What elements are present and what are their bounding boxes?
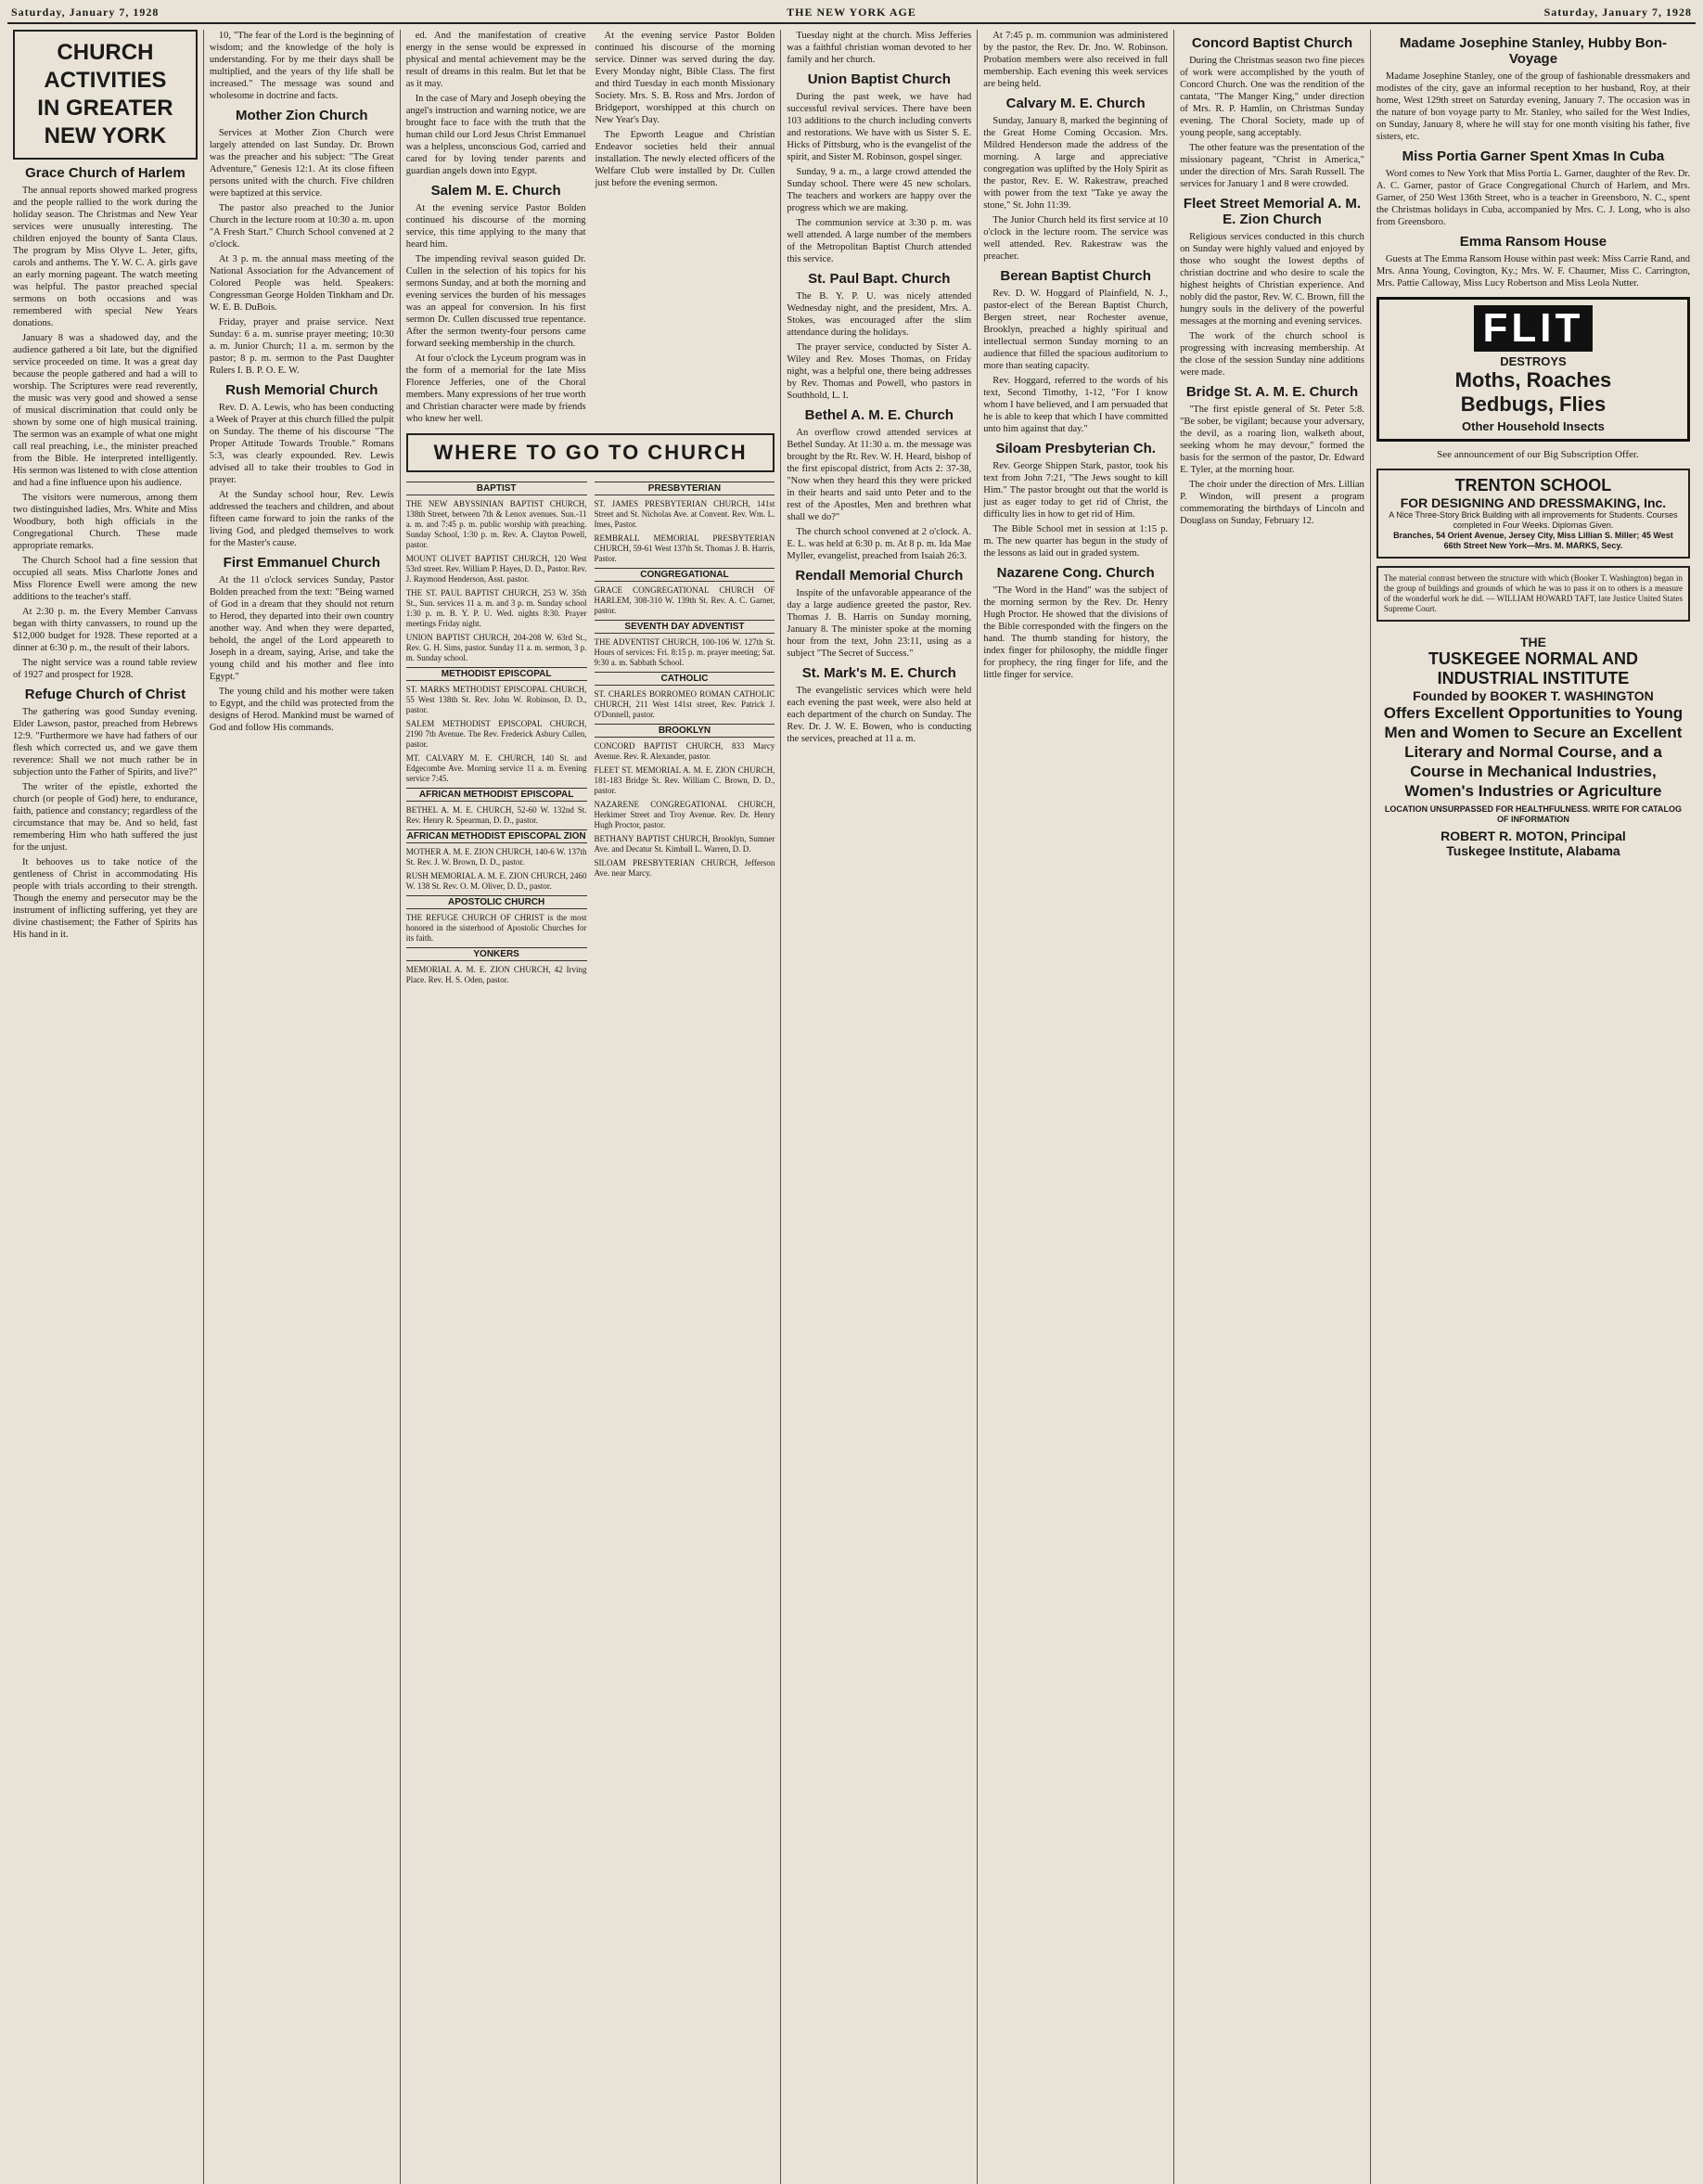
- article-heading: Emma Ransom House: [1459, 234, 1607, 250]
- article-heading: Berean Baptist Church: [1000, 268, 1151, 284]
- article-paragraph: The church school convened at 2 o'clock. A. E. L. was held at 6:30 p. m. At 8 p. m. Ida Mae Myller, evangelist, preached from Isaiah 26:3.: [787, 527, 972, 561]
- article-paragraph: It behooves us to take notice of the gentleness of Christ in accommodating His people with trials according to their strength. Though the enemy and persecutor may be the instrument of inflicting suffering, yet they are divine chastisement; the Father of Spirits has His hand in it.: [13, 857, 198, 940]
- article-heading: Rendall Memorial Church: [795, 568, 964, 584]
- article: [787, 30, 971, 66]
- article: [787, 271, 971, 402]
- column-6-articles: [983, 30, 1168, 681]
- directory-right: [595, 478, 775, 989]
- article: [406, 30, 586, 177]
- article-paragraph: Rev. D. A. Lewis, who has been conducting a Week of Prayer at this church filled the pulpit on Sunday. The theme of his discourse "The Proper Attitude Towards Trouble." Romans 5:3, was clearly expounded. Rev. Lewis advised all to take their troubles to God in prayer.: [209, 403, 394, 485]
- article-heading: Miss Portia Garner Spent Xmas In Cuba: [1402, 148, 1665, 164]
- trenton-branches: Branches, 54 Orient Avenue, Jersey City, Miss Lillian S. Miller; 45 West 66th Street New York—Mrs. M. MARKS, Secy.: [1393, 531, 1673, 550]
- article-paragraph: The choir under the direction of Mrs. Lillian P. Windon, will present a program commemorating the birthdays of Lincoln and Douglass on Sunday, February 12.: [1180, 480, 1364, 526]
- flit-insects: Other Household Insects: [1462, 419, 1605, 433]
- tuskegee-offer: Offers Excellent Opportunities to Young Men and Women to Secure an Excellent Literary and Normal Course, and a Course in Mechanical Industries, Women's Industries or Agriculture: [1383, 704, 1684, 800]
- directory-left: [406, 478, 587, 989]
- flit-bedbugs: Bedbugs, Flies: [1460, 392, 1607, 416]
- article: [983, 30, 1168, 90]
- column-8-articles: [1376, 35, 1690, 289]
- article-paragraph: The Epworth League and Christian Endeavor societies held their annual installation. The newly elected officers of the Welfare Club were installed by Dr. Cullen just before the evening sermon.: [595, 130, 775, 188]
- trenton-body: A Nice Three-Story Brick Building with all improvements for Students. Courses completed in Four Weeks. Diplomas Given.: [1389, 510, 1678, 530]
- column-7: [1174, 30, 1371, 2184]
- article: [406, 183, 586, 425]
- article-paragraph: At 7:45 p. m. communion was administered by the pastor, the Rev. Dr. Jno. W. Robinson. Probation members were also received in full membership. Each evening this week services are being held.: [983, 31, 1169, 89]
- column-5: [781, 30, 978, 2184]
- article-heading: Nazarene Cong. Church: [996, 565, 1155, 581]
- article-paragraph: "The Word in the Hand" was the subject of the morning sermon by the Rev. Dr. Henry Hugh Proctor. He showed that the divisions of the Bible corresponded with the fingers on the hand. The thumb standing for history, the index finger for philosophy, the middle finger for prophecy, the ring finger for life, and the little finger for service.: [983, 585, 1169, 680]
- subscription-note: See announcement of our Big Subscription Offer.: [1437, 449, 1639, 460]
- column-3-4: [401, 30, 782, 2184]
- article: [210, 30, 394, 102]
- article-paragraph: The visitors were numerous, among them two distinguished ladies, Mrs. White and Miss Woodbury, both high officials in the Congregational Church. These made appropriate remarks.: [13, 493, 198, 551]
- article-paragraph: At 2:30 p. m. the Every Member Canvass began with thirty canvassers, to round up the $12,000 budget for 1928. These reported at a dinner at 6:30 p. m., the result of their labors.: [13, 607, 198, 653]
- tuskegee-founded: Founded by BOOKER T. WASHINGTON: [1413, 688, 1654, 703]
- tuskegee-location: LOCATION UNSURPASSED FOR HEALTHFULNESS. WRITE FOR CATALOG OF INFORMATION: [1384, 804, 1683, 824]
- directory-category: SEVENTH DAY ADVENTIST: [595, 620, 775, 634]
- directory-category: APOSTOLIC CHURCH: [406, 895, 587, 909]
- article: [1376, 35, 1690, 143]
- article-heading: Calvary M. E. Church: [1005, 96, 1146, 111]
- article-heading: Bridge St. A. M. E. Church: [1185, 384, 1359, 400]
- article-paragraph: During the past week, we have had successful revival services. There have been 103 additions to the church including converts and restorations. We have with us Sister S. E. Hicks of Pittsburg, who is the evangelist of the spirit, and Sister M. Robinson, gospel singer.: [787, 92, 972, 162]
- header-date-right: Saturday, January 7, 1928: [1543, 6, 1692, 19]
- directory-category: PRESBYTERIAN: [595, 482, 775, 495]
- column-2-articles: [210, 30, 394, 734]
- column-4-articles: [595, 30, 775, 428]
- article-paragraph: Sunday, 9 a. m., a large crowd attended the Sunday school. There were 45 new scholars. The teachers and workers are happy over the progress which we are making.: [787, 167, 972, 213]
- article-heading: Madame Josephine Stanley, Hubby Bon-Voyage: [1399, 35, 1667, 67]
- column-8: [1371, 30, 1696, 2184]
- article: [13, 165, 198, 681]
- directory-category: CATHOLIC: [595, 672, 775, 686]
- flit-moths: Moths, Roaches: [1454, 368, 1612, 392]
- directory-entry: CONCORD BAPTIST CHURCH, 833 Marcy Avenue. Rev. R. Alexander, pastor.: [594, 741, 775, 761]
- article-paragraph: An overflow crowd attended services at Bethel Sunday. At 11:30 a. m. the message was brought by the Rt. Rev. W. H. Heard, bishop of the first episcopal district, from Acts 2: 37-38, "Now when they heard this they were pricked in their hearts and said unto Peter and to the rest of the Apostles, Men and brethren what shall we do?": [787, 428, 972, 522]
- directory-entry: SILOAM PRESBYTERIAN CHURCH, Jefferson Ave. near Marcy.: [594, 858, 775, 878]
- article: [1180, 384, 1364, 527]
- trenton-title: TRENTON SCHOOL: [1454, 476, 1612, 495]
- article: [210, 555, 394, 734]
- article-heading: Concord Baptist Church: [1191, 35, 1353, 51]
- article-paragraph: The other feature was the presentation of the missionary pageant, "Christ in America," under the direction of Mrs. Sarah Russell. The services for January 1 and 8 were crowded.: [1180, 143, 1364, 189]
- article-paragraph: The young child and his mother were taken to Egypt, and the child was protected from the designs of Herod. Mankind must be warned of God and follow His commands.: [209, 687, 394, 733]
- article: [13, 687, 198, 941]
- article-paragraph: The writer of the epistle, exhorted the church (or people of God) here, to endurance, faith, patience and constancy; regardless of the circumstance that may be. And so held, fast remembering Him who hath suffered the just for the unjust.: [13, 782, 198, 853]
- directory-entry: MOUNT OLIVET BAPTIST CHURCH, 120 West 53rd street. Rev. William P. Hayes, D. D., Pastor. Rev. J. Raymond Henderson, Asst. pastor.: [405, 554, 587, 584]
- article-paragraph: At the 11 o'clock services Sunday, Pastor Bolden preached from the text: "Being warned of God in a dream that they should not return to Herod, they departed into their own country another way. And when they were departed, behold, the angel of the Lord appeareth to Joseph in a dream, saying, Arise, and take the young child and his mother and flee into Egypt.": [209, 575, 394, 682]
- article-paragraph: Rev. Hoggard, referred to the words of his text, Second Timothy, 1-12, "For I know whom I have believed, and I am persuaded that he is able to keep that which I have committed unto him against that day.": [983, 376, 1169, 434]
- article-paragraph: Madame Josephine Stanley, one of the group of fashionable dressmakers and modistes of the city, gave an informal reception to her husband, Roy, at their home, West 129th street on Saturday evening, January 7. The occasion was in the nature of bon voyage party to Mr. Stanley, who sailed for the West Indies, on Sunday, January 8, where he will stay for one month visiting his father, five sisters, etc.: [1376, 71, 1690, 142]
- directory-entry: BETHEL A. M. E. CHURCH, 52-60 W. 132nd St. Rev. Henry R. Spearman, D. D., pastor.: [405, 805, 587, 825]
- header-date: Saturday, January 7, 1928: [11, 6, 160, 19]
- directory-entry: UNION BAPTIST CHURCH, 204-208 W. 63rd St., Rev. G. H. Sims, pastor. Sunday 11 a. m. sermon, 3 p. m. Sunday school.: [405, 633, 587, 662]
- article-paragraph: Religious services conducted in this church on Sunday were highly valued and enjoyed by those who sought the lowest depths of christian doctrine and who desire to scale the highest heights of Christian experience. And nobly did the pastor, Rev. W. C. Brown, fill the hungry souls in the delivery of the powerful messages at the morning and evening services.: [1180, 232, 1364, 327]
- article: [983, 268, 1168, 435]
- article: [983, 441, 1168, 559]
- article-paragraph: The B. Y. P. U. was nicely attended Wednesday night, and the president, Mrs. A. Stokes, was encouraged after the slim attendance during the holidays.: [787, 291, 972, 338]
- page-header: [7, 6, 1696, 24]
- article-paragraph: At 3 p. m. the annual mass meeting of the National Association for the Advancement of Colored People was held. Speakers: Congressman George Holden Tinkham and Dr. W. E. B. DuBois.: [209, 254, 394, 313]
- column-1: [7, 30, 204, 2184]
- directory-category: METHODIST EPISCOPAL: [406, 667, 587, 681]
- article-paragraph: The annual reports showed marked progress and the people rallied to the work during the holiday season. The Christmas and New Year services were unusually interesting. The children enjoyed the bounty of Santa Claus. The program by Miss Olyve L. Jeter, gifts, carols and anthems. The Y. W. C. A. girls gave an early morning pageant. The watch meeting was helpful. The pastor preached special sermons on both occasions and was remembered with special New Years donations.: [13, 186, 198, 328]
- article: [210, 382, 394, 549]
- article-paragraph: Rev. D. W. Hoggard of Plainfield, N. J., pastor-elect of the Berean Baptist Church, Bergen street, near Rochester avenue, Brooklyn, preached a highly spiritual and intellectual sermon Sunday morning to an audience that filled the spacious auditorium to more than seating capacity.: [983, 289, 1169, 371]
- article: [983, 565, 1168, 681]
- section-masthead: [13, 30, 198, 160]
- article-paragraph: The work of the church school is progressing with increasing membership. At the close of the session Sunday nine additions were made.: [1180, 331, 1364, 378]
- masthead-line-1: CHURCH ACTIVITIES: [44, 40, 167, 93]
- article-heading: Salem M. E. Church: [430, 183, 561, 199]
- article: [595, 30, 775, 126]
- article: [787, 407, 971, 562]
- article-paragraph: At four o'clock the Lyceum program was in the form of a memorial for the late Miss Florence Jefferies, one of the Choral members. Many expressions of her true worth and Christian character were made by friends who knew her well.: [405, 353, 586, 424]
- taft-quote: The material contrast between the structure with which (Booker T. Washington) began in the group of buildings and grounds of which he was to pass it on to others is a measure of the wonderful work he did. — WILLIAM HOWARD TAFT, late Justice United States Supreme Court.: [1383, 573, 1683, 613]
- article-paragraph: The evangelistic services which were held each evening the past week, were also held at each department of the church on Sunday. The Rev. Dr. J. W. E. Bowen, who is conducting the services, preached at 11 a. m.: [787, 686, 972, 744]
- directory-entry: MOTHER A. M. E. ZION CHURCH, 140-6 W. 137th St. Rev. J. W. Brown, D. D., pastor.: [405, 847, 587, 867]
- trenton-ad: [1376, 469, 1690, 559]
- article: [1376, 148, 1690, 228]
- article-paragraph: The Junior Church held its first service at 10 o'clock in the lecture room. The service was well attended. Rev. Rakestraw was the preacher.: [983, 215, 1169, 262]
- article-paragraph: Sunday, January 8, marked the beginning of the Great Home Coming Occasion. Mrs. Mildred Henderson made the address of the morning. A large and appreciative congregation was uplifted by the Holy Spirit as the pastor, Rev. E. W. Rakestraw, preached with power from the text "Take ye away the stone," St. John 11:39.: [983, 116, 1169, 211]
- article-paragraph: In the case of Mary and Joseph obeying the angel's instruction and warning notice, we are brought face to face with the truth that the human child our Lord Jesus Christ Emmanuel was a helpless, unconscious God, carried and cared for by loving tender parents and guardian angels down into Egypt.: [405, 94, 586, 176]
- tuskegee-title: TUSKEGEE NORMAL AND INDUSTRIAL INSTITUTE: [1428, 649, 1638, 687]
- directory-entry: THE NEW ABYSSINIAN BAPTIST CHURCH, 138th Street, between 7th & Lenox avenues. Sun.-11 a. m. and 7:45 p. m. public worship with preaching. Sunday School, 1:30 p. m. Rev. A. Clayton Powell, pastor.: [405, 499, 587, 549]
- article-paragraph: The Church School had a fine session that occupied all seats. Miss Charlotte Jones and Miss Florence Ewell were among the new additions to the teacher's staff.: [13, 556, 198, 602]
- article: [983, 96, 1168, 263]
- flit-logo: FLIT: [1474, 305, 1594, 352]
- directory-entry: NAZARENE CONGREGATIONAL CHURCH, Herkimer Street and Troy Avenue. Rev. Dr. Henry Hugh Proctor, pastor.: [594, 800, 775, 829]
- article-heading: Grace Church of Harlem: [25, 165, 186, 181]
- church-directory: [406, 478, 775, 989]
- flit-ad: [1376, 297, 1690, 442]
- directory-entry: MT. CALVARY M. E. CHURCH, 140 St. and Edgecombe Ave. Morning service 11 a. m. Evening service 7:45.: [405, 753, 587, 783]
- directory-entry: ST. MARKS METHODIST EPISCOPAL CHURCH, 55 West 138th St. Rev. John W. Robinson, D. D., pastor.: [405, 685, 587, 714]
- masthead-line-2: IN GREATER NEW YORK: [37, 96, 173, 148]
- article-paragraph: The gathering was good Sunday evening. Elder Lawson, pastor, preached from Hebrews 12:9. "Furthermore we have had fathers of our flesh which corrected us, and we gave them reverence: Shall we not much rather be in subjection unto the Father of Spirits, and live?": [13, 707, 198, 777]
- directory-category: AFRICAN METHODIST EPISCOPAL: [406, 788, 587, 802]
- header-paper: THE NEW YORK AGE: [787, 6, 916, 19]
- directory-category: YONKERS: [406, 947, 587, 961]
- article-paragraph: Guests at The Emma Ransom House within past week: Miss Carrie Rand, and Mrs. Anna Young, Covington, Ky.; Mrs. W. F. Chaumer, Miss C. Carrington, Mrs. Pattie Calloway, Miss Lucy Robertson and Miss Leola Nutter.: [1376, 254, 1690, 289]
- directory-entry: THE ADVENTIST CHURCH, 100-106 W. 127th St. Hours of services: Fri. 8:15 p. m. prayer meeting; Sat. 9:30 a. m. Sabbath School.: [594, 637, 775, 667]
- tuskegee-place: Tuskegee Institute, Alabama: [1446, 843, 1620, 858]
- article-paragraph: Services at Mother Zion Church were largely attended on last Sunday. Dr. Brown was the preacher and his subject: "The Great Adventure," Genesis 12:1. At its close fifteen persons united with the church. Five children were baptized at this service.: [209, 128, 394, 199]
- article-paragraph: ed. And the manifestation of creative energy in the sense would be expressed in physical and mental achievement may be the result of dreams in this realm. But let that be as it may.: [405, 31, 586, 89]
- article: [1180, 35, 1364, 190]
- article-paragraph: The pastor also preached to the Junior Church in the lecture room at 10:30 a. m. upon "A Fresh Start." Church School convened at 2 o'clock.: [209, 203, 394, 250]
- directory-entry: FLEET ST. MEMORIAL A. M. E. ZION CHURCH, 181-183 Bridge St. Rev. William C. Brown, D. D., pastor.: [594, 765, 775, 795]
- column-1-articles: [13, 165, 198, 941]
- article-paragraph: Rev. George Shippen Stark, pastor, took his text from John 7:21, "The Jews sought to kill Him." The pastor brought out that the world is just as eager today to get rid of Christ, the difficulty lies in how to get rid of Him.: [983, 461, 1169, 520]
- columns: [7, 30, 1696, 2184]
- article-heading: Bethel A. M. E. Church: [804, 407, 954, 423]
- directory-entry: THE ST. PAUL BAPTIST CHURCH, 253 W. 35th St., Sun. services 11 a. m. and 3 p. m. Sunday school 1:30 p. m. B. Y. P. U. Wed. nights 8:30. Prayer meetings Friday night.: [405, 588, 587, 628]
- directory-entry: SALEM METHODIST EPISCOPAL CHURCH, 2190 7th Avenue. The Rev. Frederick Asbury Cullen, pastor.: [405, 719, 587, 749]
- directory-category: BAPTIST: [406, 482, 587, 495]
- column-2: [204, 30, 401, 2184]
- flit-destroys: DESTROYS: [1500, 354, 1567, 368]
- article-paragraph: The prayer service, conducted by Sister A. Wiley and Rev. Moses Thomas, on Friday night, was a helpful one, there being addresses by Rev. Thomas and Powell, who pastors in Southhold, L. I.: [787, 342, 972, 401]
- column-7-articles: [1180, 35, 1364, 527]
- directory-entry: BETHANY BAPTIST CHURCH, Brooklyn, Sumner Ave. and Decatur St. Kimball L. Warren, D. D.: [594, 834, 775, 854]
- article: [1376, 234, 1690, 289]
- tuskegee-principal: ROBERT R. MOTON, Principal: [1441, 829, 1626, 843]
- article-paragraph: At the Sunday school hour, Rev. Lewis addressed the teachers and children, and about fifteen came forward to join the ranks of the living God, and pledged themselves to work for the Master's cause.: [209, 490, 394, 548]
- directory-entry: REMBRALL MEMORIAL PRESBYTERIAN CHURCH, 59-61 West 137th St. Thomas J. B. Harris, Pastor.: [594, 533, 775, 563]
- article: [787, 71, 971, 265]
- article-paragraph: Word comes to New York that Miss Portia L. Garner, daughter of the Rev. Dr. A. C. Garner, pastor of Grace Congregational Church of Harlem, and Mrs. Garner, of 250 West 136th Street, who is a teacher in Greensboro, N. C., spent the Christmas holidays in Cuba, accompanied by Mrs. C. J. Long, who is also from Greensboro.: [1376, 169, 1690, 227]
- column-6: [978, 30, 1174, 2184]
- article-heading: St. Paul Bapt. Church: [808, 271, 951, 287]
- article-paragraph: During the Christmas season two fine pieces of work were accomplished by the youth of Concord Church. One was the rendition of the cantata, "The Manger King," under direction of Mrs. R. P. Hamlin, on Christmas Sunday evening. The Choral Society, made up of young people, sang acceptably.: [1180, 56, 1364, 138]
- article: [787, 665, 971, 745]
- directory-entry: RUSH MEMORIAL A. M. E. ZION CHURCH, 2460 W. 138 St. Rev. O. M. Oliver, D. D., pastor.: [405, 871, 587, 891]
- article-paragraph: 10, "The fear of the Lord is the beginning of wisdom; and the knowledge of the holy is understanding. For by me their days shall be multiplied, and the years of thy life shall be increased." The message was sound and wholesome in doctrine and facts.: [209, 31, 394, 101]
- article-heading: First Emmanuel Church: [223, 555, 380, 571]
- article-paragraph: The communion service at 3:30 p. m. was well attended. A large number of the members of the Metropolitan Baptist Church attended this service.: [787, 218, 972, 264]
- where-to-go-title: WHERE TO GO TO CHURCH: [406, 433, 775, 472]
- article-heading: Refuge Church of Christ: [24, 687, 186, 702]
- article-paragraph: The impending revival season guided Dr. Cullen in the selection of his topics for his sermons Sunday, and at both the morning and evening services the burden of his messages was an appeal for conversion. In his first sermon Dr. Cullen discussed true repentance. After the sermon twenty-four persons came forward seeking membership in the church.: [405, 254, 586, 349]
- directory-category: CONGREGATIONAL: [595, 568, 775, 582]
- article-paragraph: Inspite of the unfavorable appearance of the day a large audience greeted the pastor, Rev. Thomas J. B. Harris on Sunday morning, January 8. The minister spoke at the morning hour from the text, John 23:11, using as a subject "The Secret of Success.": [787, 588, 972, 659]
- directory-entry: ST. JAMES PRESBYTERIAN CHURCH, 141st Street and St. Nicholas Ave. at Convent. Rev. Wm. L. Imes, Pastor.: [594, 499, 775, 529]
- article-paragraph: At the evening service Pastor Bolden continued his discourse of the morning service, this time applying to the many that heard him.: [405, 203, 586, 250]
- article-paragraph: "The first epistle general of St. Peter 5:8. "Be sober, be vigilant; because your adversary, the devil, as a roaring lion, walketh about, seeking whom he may devour," formed the basis for the sermon of the pastor, Dr. Edward E. Tyler, at the morning hour.: [1180, 405, 1364, 475]
- trenton-sub: FOR DESIGNING AND DRESSMAKING, Inc.: [1400, 495, 1667, 510]
- tuskegee-ad: [1376, 629, 1690, 864]
- tuskegee-the: THE: [1519, 635, 1546, 649]
- article: [210, 108, 394, 377]
- article-paragraph: The Bible School met in session at 1:15 p. m. The new quarter has begun in the study of the lessons as laid out in graded system.: [983, 524, 1169, 559]
- article-paragraph: Friday, prayer and praise service. Next Sunday: 6 a. m. sunrise prayer meeting; 10:30 a. m. Junior Church; 11 a. m. sermon by the pastor; 8 p. m. sermon to the Past Daughter Rulers I. B. P. O. E. W.: [209, 317, 394, 376]
- directory-entry: MEMORIAL A. M. E. ZION CHURCH, 42 Irving Place. Rev. H. S. Oden, pastor.: [405, 965, 587, 984]
- article-paragraph: At the evening service Pastor Bolden continued his discourse of the morning service. Dinner was served during the day. Every Monday night, Bible Class. The first and third Tuesday in each month Missionary Society. Mrs. S. B. Ross and Mrs. Jordon of Bridgeport, worshipped at this church on New Year's Day.: [595, 31, 775, 125]
- directory-category: AFRICAN METHODIST EPISCOPAL ZION: [406, 831, 586, 841]
- directory-entry: THE REFUGE CHURCH OF CHRIST is the most honored in the sisterhood of Apostolic Churches for its faith.: [405, 913, 587, 943]
- article-heading: St. Mark's M. E. Church: [801, 665, 956, 681]
- article-heading: Siloam Presbyterian Ch.: [995, 441, 1156, 456]
- article-heading: Fleet Street Memorial A. M. E. Zion Church: [1183, 196, 1362, 227]
- article: [1180, 196, 1364, 379]
- article-paragraph: Tuesday night at the church. Miss Jefferies was a faithful christian woman devoted to her family and her church.: [787, 31, 972, 65]
- taft-quote-box: [1376, 566, 1690, 622]
- article-heading: Union Baptist Church: [807, 71, 951, 87]
- column-5-articles: [787, 30, 971, 745]
- column-3-articles: [406, 30, 586, 428]
- directory-entry: GRACE CONGREGATIONAL CHURCH OF HARLEM, 308-310 W. 139th St. Rev. A. C. Garner, pastor.: [594, 585, 775, 615]
- article-heading: Rush Memorial Church: [225, 382, 378, 398]
- article-paragraph: January 8 was a shadowed day, and the audience gathered a bit late, but the dignified service proceeded on time. It was a great day because the people gathered and had a will to worship. The Scriptures were read reverently, the music was very good and showed a sense of musical discrimination that could only be shown by some one of high musical training. The sermon was an example of what one might call real preaching, i.e., the minister preached from the Bible. He interpreted intelligently. His sermon was listened to with close attention and had a fine influence upon his audience.: [13, 333, 198, 488]
- article-heading: Mother Zion Church: [236, 108, 368, 123]
- directory-entry: ST. CHARLES BORROMEO ROMAN CATHOLIC CHURCH, 211 West 141st street, Rev. Patrick J. O'Donnell, pastor.: [594, 689, 775, 719]
- article: [787, 568, 971, 660]
- article-paragraph: The night service was a round table review of 1927 and prospect for 1928.: [13, 658, 198, 680]
- article: [595, 129, 775, 189]
- directory-category: BROOKLYN: [595, 724, 775, 738]
